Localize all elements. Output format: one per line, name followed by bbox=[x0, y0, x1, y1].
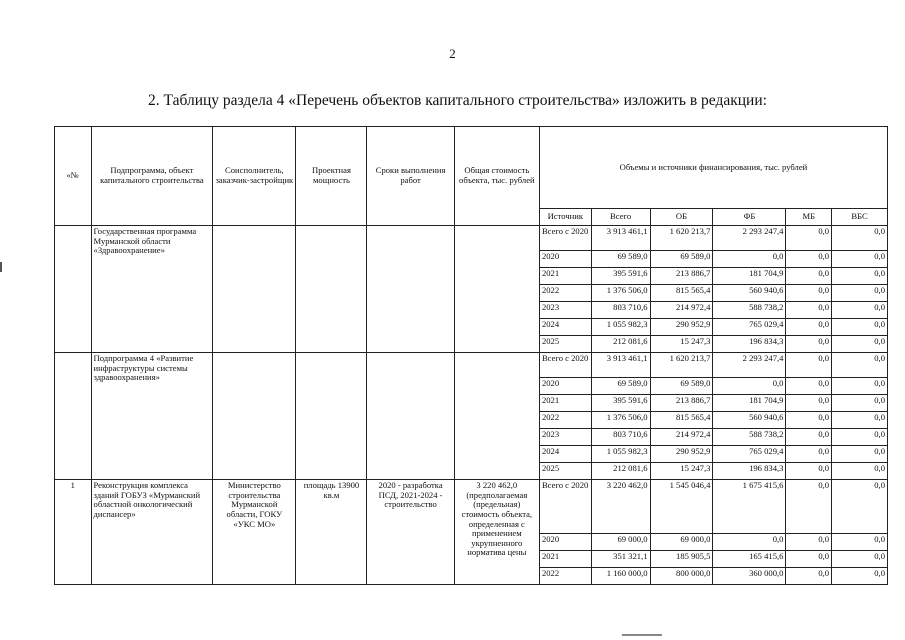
fb-cell: 196 834,3 bbox=[713, 336, 786, 353]
ob-cell: 815 565,4 bbox=[650, 412, 713, 429]
source-cell: 2024 bbox=[539, 319, 591, 336]
mb-cell: 0,0 bbox=[786, 534, 832, 551]
vbs-cell: 0,0 bbox=[832, 480, 888, 534]
capacity-cell: площадь 13900 кв.м bbox=[296, 480, 367, 585]
ob-cell: 213 886,7 bbox=[650, 395, 713, 412]
ob-cell: 1 620 213,7 bbox=[650, 353, 713, 378]
total-cell: 69 589,0 bbox=[591, 378, 650, 395]
total-cost-cell: 3 220 462,0 (предполагаемая (предельная) стоимость объекта, определенная с применением укрупненного норматива цены bbox=[454, 480, 539, 585]
fb-cell: 588 738,2 bbox=[713, 429, 786, 446]
mb-cell: 0,0 bbox=[786, 429, 832, 446]
source-cell: 2022 bbox=[539, 285, 591, 302]
fb-cell: 1 675 415,6 bbox=[713, 480, 786, 534]
source-cell: Всего с 2020 bbox=[539, 353, 591, 378]
header-coexecutor: Соисполнитель, заказчик-застройщик bbox=[213, 127, 296, 226]
table-body bbox=[55, 226, 888, 585]
vbs-cell: 0,0 bbox=[832, 268, 888, 285]
header-mb: МБ bbox=[786, 209, 832, 226]
total-cell: 395 591,6 bbox=[591, 268, 650, 285]
mb-cell: 0,0 bbox=[786, 446, 832, 463]
total-cell: 212 081,6 bbox=[591, 336, 650, 353]
ob-cell: 1 545 046,4 bbox=[650, 480, 713, 534]
fb-cell: 2 293 247,4 bbox=[713, 226, 786, 251]
source-cell: 2022 bbox=[539, 568, 591, 585]
vbs-cell: 0,0 bbox=[832, 285, 888, 302]
mb-cell: 0,0 bbox=[786, 285, 832, 302]
table-row bbox=[55, 226, 888, 251]
margin-mark bbox=[0, 262, 2, 272]
vbs-cell: 0,0 bbox=[832, 551, 888, 568]
source-cell: 2025 bbox=[539, 463, 591, 480]
mb-cell: 0,0 bbox=[786, 268, 832, 285]
header-vbs: ВБС bbox=[832, 209, 888, 226]
row-number-cell bbox=[55, 226, 92, 353]
ob-cell: 290 952,9 bbox=[650, 319, 713, 336]
vbs-cell: 0,0 bbox=[832, 534, 888, 551]
total-cell: 803 710,6 bbox=[591, 302, 650, 319]
object-name-cell: Реконструкция комплекса зданий ГОБУЗ «Мурманский областной онкологический диспансер» bbox=[91, 480, 213, 585]
coexecutor-cell: Министерство строительства Мурманской области, ГОКУ «УКС МО» bbox=[213, 480, 296, 585]
source-cell: 2025 bbox=[539, 336, 591, 353]
row-number-cell: 1 bbox=[55, 480, 92, 585]
vbs-cell: 0,0 bbox=[832, 395, 888, 412]
ob-cell: 290 952,9 bbox=[650, 446, 713, 463]
source-cell: 2020 bbox=[539, 378, 591, 395]
total-cell: 803 710,6 bbox=[591, 429, 650, 446]
header-source: Источник bbox=[539, 209, 591, 226]
total-cell: 3 220 462,0 bbox=[591, 480, 650, 534]
header-total: Всего bbox=[591, 209, 650, 226]
work-terms-cell: 2020 - разработка ПСД, 2021-2024 - строительство bbox=[367, 480, 454, 585]
header-ob: ОБ bbox=[650, 209, 713, 226]
source-cell: 2023 bbox=[539, 302, 591, 319]
total-cell: 3 913 461,1 bbox=[591, 226, 650, 251]
mb-cell: 0,0 bbox=[786, 480, 832, 534]
capital-construction-table bbox=[54, 126, 888, 585]
fb-cell: 2 293 247,4 bbox=[713, 353, 786, 378]
ob-cell: 69 589,0 bbox=[650, 378, 713, 395]
mb-cell: 0,0 bbox=[786, 251, 832, 268]
total-cell: 351 321,1 bbox=[591, 551, 650, 568]
fb-cell: 0,0 bbox=[713, 251, 786, 268]
vbs-cell: 0,0 bbox=[832, 412, 888, 429]
fb-cell: 181 704,9 bbox=[713, 395, 786, 412]
vbs-cell: 0,0 bbox=[832, 336, 888, 353]
coexecutor-cell bbox=[213, 226, 296, 353]
fb-cell: 360 000,0 bbox=[713, 568, 786, 585]
total-cost-cell bbox=[454, 226, 539, 353]
total-cost-cell bbox=[454, 353, 539, 480]
fb-cell: 196 834,3 bbox=[713, 463, 786, 480]
coexecutor-cell bbox=[213, 353, 296, 480]
table-row bbox=[55, 480, 888, 534]
mb-cell: 0,0 bbox=[786, 302, 832, 319]
section-heading: 2. Таблицу раздела 4 «Перечень объектов капитального строительства» изложить в редакции: bbox=[148, 92, 767, 109]
total-cell: 69 000,0 bbox=[591, 534, 650, 551]
source-cell: Всего с 2020 bbox=[539, 480, 591, 534]
object-name-cell: Подпрограмма 4 «Развитие инфраструктуры системы здравоохранения» bbox=[91, 353, 213, 480]
header-terms: Сроки выполнения работ bbox=[367, 127, 454, 226]
vbs-cell: 0,0 bbox=[832, 319, 888, 336]
total-cell: 1 055 982,3 bbox=[591, 319, 650, 336]
work-terms-cell bbox=[367, 353, 454, 480]
vbs-cell: 0,0 bbox=[832, 429, 888, 446]
ob-cell: 185 905,5 bbox=[650, 551, 713, 568]
object-name-cell: Государственная программа Мурманской области «Здравоохранение» bbox=[91, 226, 213, 353]
source-cell: 2021 bbox=[539, 551, 591, 568]
ob-cell: 1 620 213,7 bbox=[650, 226, 713, 251]
total-cell: 1 160 000,0 bbox=[591, 568, 650, 585]
fb-cell: 165 415,6 bbox=[713, 551, 786, 568]
ob-cell: 69 589,0 bbox=[650, 251, 713, 268]
vbs-cell: 0,0 bbox=[832, 251, 888, 268]
vbs-cell: 0,0 bbox=[832, 378, 888, 395]
fb-cell: 765 029,4 bbox=[713, 319, 786, 336]
header-object: Подпрограмма, объект капитального строительства bbox=[91, 127, 213, 226]
capacity-cell bbox=[296, 226, 367, 353]
mb-cell: 0,0 bbox=[786, 568, 832, 585]
fb-cell: 0,0 bbox=[713, 534, 786, 551]
ob-cell: 15 247,3 bbox=[650, 463, 713, 480]
row-number-cell bbox=[55, 353, 92, 480]
vbs-cell: 0,0 bbox=[832, 302, 888, 319]
ob-cell: 800 000,0 bbox=[650, 568, 713, 585]
total-cell: 1 055 982,3 bbox=[591, 446, 650, 463]
total-cell: 212 081,6 bbox=[591, 463, 650, 480]
total-cell: 69 589,0 bbox=[591, 251, 650, 268]
mb-cell: 0,0 bbox=[786, 463, 832, 480]
fb-cell: 765 029,4 bbox=[713, 446, 786, 463]
mb-cell: 0,0 bbox=[786, 353, 832, 378]
mb-cell: 0,0 bbox=[786, 378, 832, 395]
table-row bbox=[55, 353, 888, 378]
header-fb: ФБ bbox=[713, 209, 786, 226]
work-terms-cell bbox=[367, 226, 454, 353]
vbs-cell: 0,0 bbox=[832, 353, 888, 378]
header-capacity: Проектная мощность bbox=[296, 127, 367, 226]
source-cell: 2022 bbox=[539, 412, 591, 429]
ob-cell: 15 247,3 bbox=[650, 336, 713, 353]
header-cost: Общая стоимость объекта, тыс. рублей bbox=[454, 127, 539, 226]
total-cell: 3 913 461,1 bbox=[591, 353, 650, 378]
ob-cell: 815 565,4 bbox=[650, 285, 713, 302]
header-financing: Объемы и источники финансирования, тыс. рублей bbox=[539, 127, 887, 209]
scan-mark bbox=[622, 634, 662, 636]
ob-cell: 69 000,0 bbox=[650, 534, 713, 551]
source-cell: 2020 bbox=[539, 251, 591, 268]
vbs-cell: 0,0 bbox=[832, 446, 888, 463]
total-cell: 395 591,6 bbox=[591, 395, 650, 412]
header-no: «№ bbox=[55, 127, 92, 226]
source-cell: Всего с 2020 bbox=[539, 226, 591, 251]
mb-cell: 0,0 bbox=[786, 336, 832, 353]
source-cell: 2020 bbox=[539, 534, 591, 551]
ob-cell: 214 972,4 bbox=[650, 302, 713, 319]
ob-cell: 213 886,7 bbox=[650, 268, 713, 285]
vbs-cell: 0,0 bbox=[832, 463, 888, 480]
mb-cell: 0,0 bbox=[786, 319, 832, 336]
fb-cell: 0,0 bbox=[713, 378, 786, 395]
fb-cell: 588 738,2 bbox=[713, 302, 786, 319]
source-cell: 2021 bbox=[539, 395, 591, 412]
fb-cell: 181 704,9 bbox=[713, 268, 786, 285]
page-number: 2 bbox=[449, 46, 456, 61]
capacity-cell bbox=[296, 353, 367, 480]
ob-cell: 214 972,4 bbox=[650, 429, 713, 446]
fb-cell: 560 940,6 bbox=[713, 412, 786, 429]
fb-cell: 560 940,6 bbox=[713, 285, 786, 302]
source-cell: 2024 bbox=[539, 446, 591, 463]
mb-cell: 0,0 bbox=[786, 226, 832, 251]
vbs-cell: 0,0 bbox=[832, 226, 888, 251]
total-cell: 1 376 506,0 bbox=[591, 285, 650, 302]
mb-cell: 0,0 bbox=[786, 395, 832, 412]
source-cell: 2021 bbox=[539, 268, 591, 285]
mb-cell: 0,0 bbox=[786, 412, 832, 429]
total-cell: 1 376 506,0 bbox=[591, 412, 650, 429]
source-cell: 2023 bbox=[539, 429, 591, 446]
mb-cell: 0,0 bbox=[786, 551, 832, 568]
vbs-cell: 0,0 bbox=[832, 568, 888, 585]
